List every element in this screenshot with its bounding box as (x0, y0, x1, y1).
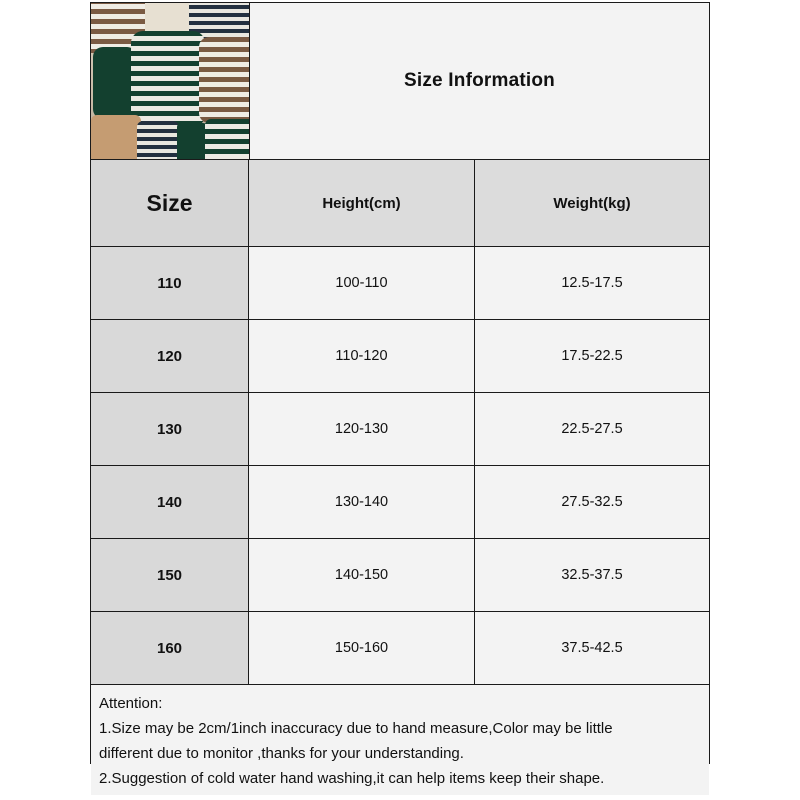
attention-line-1: 1.Size may be 2cm/1inch inaccuracy due to hand measure,Color may be little (99, 720, 613, 737)
attention-line-2: different due to monitor ,thanks for your understanding. (99, 745, 464, 762)
column-header-height: Height(cm) (249, 160, 475, 246)
cell-weight: 37.5-42.5 (475, 612, 709, 684)
attention-heading: Attention: (99, 695, 163, 712)
cell-height: 100-110 (249, 247, 475, 319)
chart-header-row (91, 3, 709, 160)
cell-size: 130 (91, 393, 249, 465)
garment-green-striped-center (131, 31, 205, 127)
cell-height: 130-140 (249, 466, 475, 538)
cell-weight: 17.5-22.5 (475, 320, 709, 392)
cell-weight: 32.5-37.5 (475, 539, 709, 611)
garment-brown-striped-right (199, 37, 249, 123)
cell-height: 150-160 (249, 612, 475, 684)
garment-navy-bottom (137, 121, 179, 159)
size-table (91, 160, 709, 685)
garment-green-bottom (177, 123, 207, 159)
table-row (91, 247, 709, 320)
page-title: Size Information (404, 70, 555, 91)
table-row (91, 466, 709, 539)
garment-tan-bottom-left (91, 115, 141, 159)
cell-weight: 22.5-27.5 (475, 393, 709, 465)
product-photo-cell (91, 3, 250, 159)
table-row (91, 393, 709, 466)
cell-size: 160 (91, 612, 249, 684)
cell-size: 120 (91, 320, 249, 392)
table-row (91, 539, 709, 612)
cell-height: 120-130 (249, 393, 475, 465)
column-header-weight: Weight(kg) (475, 160, 709, 246)
column-header-size: Size (91, 160, 249, 246)
cell-size: 110 (91, 247, 249, 319)
cell-weight: 27.5-32.5 (475, 466, 709, 538)
cell-height: 140-150 (249, 539, 475, 611)
product-photo (91, 3, 249, 159)
table-row (91, 320, 709, 393)
attention-note (91, 685, 709, 795)
cell-height: 110-120 (249, 320, 475, 392)
cell-size: 150 (91, 539, 249, 611)
table-header-row (91, 160, 709, 247)
table-row (91, 612, 709, 685)
chart-title-cell (250, 3, 709, 159)
garment-striped-bottom-right (205, 119, 249, 159)
size-information-chart (90, 2, 710, 787)
attention-line-3: 2.Suggestion of cold water hand washing,it can help items keep their shape. (99, 770, 605, 787)
cell-size: 140 (91, 466, 249, 538)
cell-weight: 12.5-17.5 (475, 247, 709, 319)
